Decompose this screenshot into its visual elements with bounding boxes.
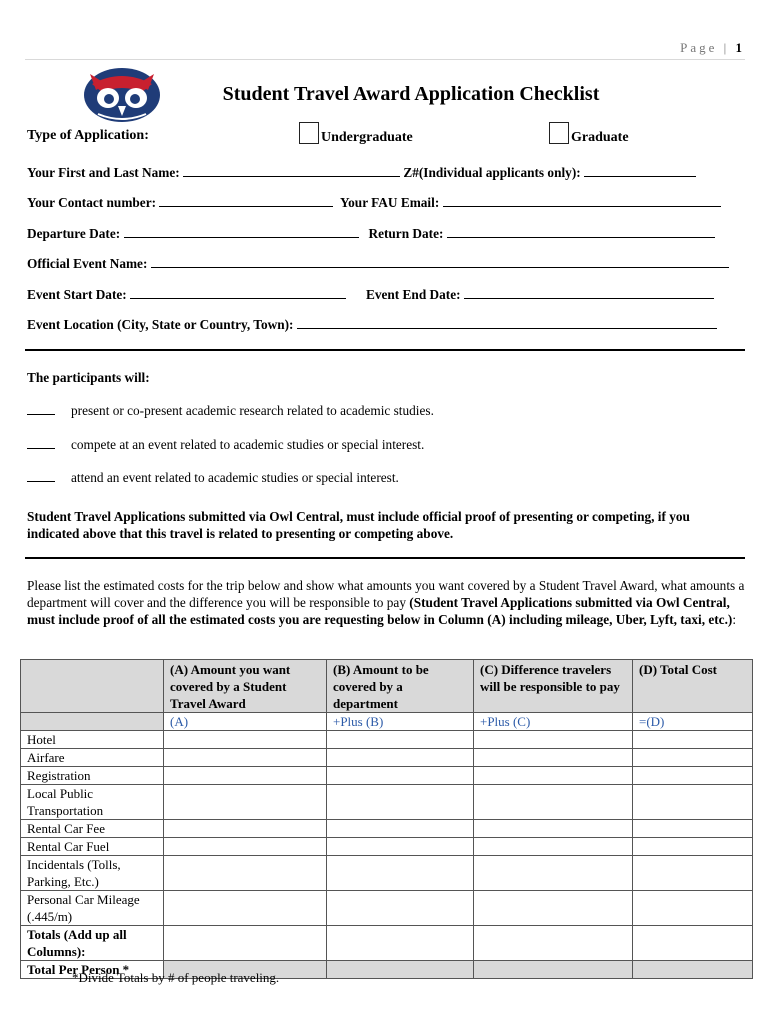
participant-text-attend: attend an event related to academic studies or special interest. — [71, 470, 399, 485]
cell-input[interactable] — [327, 731, 474, 749]
cell-input[interactable] — [633, 961, 753, 979]
page-number-value: 1 — [735, 40, 742, 55]
cell-input[interactable] — [633, 785, 753, 820]
graduate-option[interactable] — [549, 122, 629, 146]
cell-input[interactable] — [327, 856, 474, 891]
cell-input[interactable] — [327, 961, 474, 979]
cell-input[interactable] — [474, 838, 633, 856]
participant-blank-present[interactable] — [27, 402, 55, 415]
table-row — [21, 731, 753, 749]
section-divider — [25, 557, 745, 559]
cell-input[interactable] — [327, 785, 474, 820]
event-name-row — [27, 255, 729, 272]
cell-input[interactable] — [474, 767, 633, 785]
event-name-label: Official Event Name: — [27, 256, 148, 271]
name-label: Your First and Last Name: — [27, 165, 180, 180]
table-row — [21, 785, 753, 820]
header-rule — [25, 59, 745, 60]
section-divider — [25, 349, 745, 351]
cell-input[interactable] — [474, 785, 633, 820]
costs-intro — [27, 577, 745, 628]
cell-input[interactable] — [327, 838, 474, 856]
participant-blank-attend[interactable] — [27, 469, 55, 482]
row-label-mileage: Personal Car Mileage (.445/m) — [21, 891, 164, 926]
contact-label: Your Contact number: — [27, 195, 157, 210]
undergraduate-checkbox[interactable] — [299, 122, 319, 144]
contact-row — [27, 194, 721, 211]
cell-input[interactable] — [633, 767, 753, 785]
formula-row — [21, 713, 753, 731]
undergraduate-option[interactable] — [299, 122, 413, 146]
cell-input[interactable] — [633, 926, 753, 961]
dates-row — [27, 225, 715, 242]
application-type-label: Type of Application: — [27, 128, 149, 143]
table-row — [21, 767, 753, 785]
page-number: Page | 1 — [680, 40, 742, 55]
cell-input[interactable] — [633, 856, 753, 891]
cell-input[interactable] — [633, 731, 753, 749]
departure-label: Departure Date: — [27, 226, 121, 241]
table-row — [21, 838, 753, 856]
row-label-registration: Registration — [21, 767, 164, 785]
undergraduate-label: Undergraduate — [321, 130, 413, 145]
cell-input[interactable] — [474, 856, 633, 891]
name-input-line[interactable] — [183, 164, 400, 177]
header-col-b: (B) Amount to be covered by a department — [327, 660, 474, 713]
cell-input[interactable] — [164, 820, 327, 838]
return-input-line[interactable] — [447, 225, 715, 238]
table-row — [21, 749, 753, 767]
cell-input[interactable] — [164, 856, 327, 891]
email-label: Your FAU Email: — [340, 195, 440, 210]
cell-input[interactable] — [164, 749, 327, 767]
participant-item — [27, 436, 424, 453]
formula-col-c: +Plus (C) — [474, 713, 633, 731]
row-label-rental-fuel: Rental Car Fuel — [21, 838, 164, 856]
event-end-input-line[interactable] — [464, 286, 714, 299]
cell-input[interactable] — [327, 926, 474, 961]
cell-input[interactable] — [474, 731, 633, 749]
cell-input[interactable] — [164, 785, 327, 820]
proof-notice: Student Travel Applications submitted via Owl Central, must include official proof of presenting or competing, if you indicated above that this travel is related to presenting or competing above. — [27, 509, 690, 541]
cell-input[interactable] — [633, 749, 753, 767]
event-start-input-line[interactable] — [130, 286, 346, 299]
event-location-input-line[interactable] — [297, 316, 717, 329]
event-dates-row — [27, 286, 714, 303]
email-input-line[interactable] — [443, 194, 721, 207]
participant-text-compete: compete at an event related to academic studies or special interest. — [71, 437, 425, 452]
cell-input[interactable] — [474, 961, 633, 979]
formula-col-a: (A) — [164, 713, 327, 731]
header-col-c: (C) Difference travelers will be responsible to pay — [474, 660, 633, 713]
participant-item — [27, 402, 434, 419]
participant-item — [27, 469, 399, 486]
event-start-label: Event Start Date: — [27, 287, 127, 302]
cell-input[interactable] — [633, 820, 753, 838]
cell-input[interactable] — [633, 838, 753, 856]
event-location-row — [27, 316, 717, 333]
page-label: Page — [680, 40, 718, 55]
participant-blank-compete[interactable] — [27, 436, 55, 449]
event-end-label: Event End Date: — [365, 287, 461, 302]
graduate-checkbox[interactable] — [549, 122, 569, 144]
row-label-per-person: Total Per Person * — [21, 961, 164, 979]
table-row — [21, 856, 753, 891]
footnote: *Divide Totals by # of people traveling. — [72, 970, 280, 985]
header-col-d: (D) Total Cost — [633, 660, 753, 713]
return-label: Return Date: — [368, 226, 444, 241]
cell-input[interactable] — [164, 767, 327, 785]
costs-intro-text: Please list the estimated costs for the trip below and show what amounts you want covered by a Student Travel Award, what amounts a department will cover and the difference you will be responsible to pay — [27, 578, 745, 610]
row-label-incidentals: Incidentals (Tolls, Parking, Etc.) — [21, 856, 164, 891]
cell-input[interactable] — [633, 891, 753, 926]
totals-row — [21, 926, 753, 961]
row-label-hotel: Hotel — [21, 731, 164, 749]
row-label-local-transport: Local Public Transportation — [21, 785, 164, 820]
formula-empty-cell — [21, 713, 164, 731]
row-label-airfare: Airfare — [21, 749, 164, 767]
costs-intro-bold: (Student Travel Applications submitted via Owl Central, must include proof of all the estimated costs you are requesting below in Column (A) including mileage, Uber, Lyft, taxi, etc.) — [27, 595, 733, 627]
cell-input[interactable] — [164, 891, 327, 926]
table-row — [21, 891, 753, 926]
costs-intro-end: : — [732, 612, 737, 627]
participants-heading: The participants will: — [27, 370, 150, 385]
row-label-totals: Totals (Add up all Columns): — [21, 926, 164, 961]
znumber-label: Z#(Individual applicants only): — [403, 165, 581, 180]
cell-input[interactable] — [327, 767, 474, 785]
formula-col-b: +Plus (B) — [327, 713, 474, 731]
cell-input[interactable] — [474, 820, 633, 838]
cell-input[interactable] — [164, 731, 327, 749]
cell-input[interactable] — [327, 891, 474, 926]
costs-table — [20, 659, 753, 979]
page-title: Student Travel Award Application Checklist — [222, 83, 600, 105]
formula-col-d: =(D) — [633, 713, 753, 731]
znumber-input-line[interactable] — [584, 164, 696, 177]
cell-input[interactable] — [474, 926, 633, 961]
contact-input-line[interactable] — [159, 194, 333, 207]
table-row — [21, 820, 753, 838]
event-location-label: Event Location (City, State or Country, Town): — [27, 317, 294, 332]
cell-input[interactable] — [164, 838, 327, 856]
cell-input[interactable] — [327, 749, 474, 767]
header-col-a: (A) Amount you want covered by a Student Travel Award — [164, 660, 327, 713]
cell-input[interactable] — [474, 891, 633, 926]
header-empty-cell — [21, 660, 164, 713]
event-name-input-line[interactable] — [151, 255, 729, 268]
table-header-row — [21, 660, 753, 713]
row-label-rental-fee: Rental Car Fee — [21, 820, 164, 838]
departure-input-line[interactable] — [124, 225, 359, 238]
cell-input[interactable] — [474, 749, 633, 767]
name-field-row — [27, 164, 696, 181]
cell-input[interactable] — [164, 926, 327, 961]
participant-text-present: present or co-present academic research related to academic studies. — [71, 403, 434, 418]
graduate-label: Graduate — [571, 130, 629, 145]
cell-input[interactable] — [327, 820, 474, 838]
